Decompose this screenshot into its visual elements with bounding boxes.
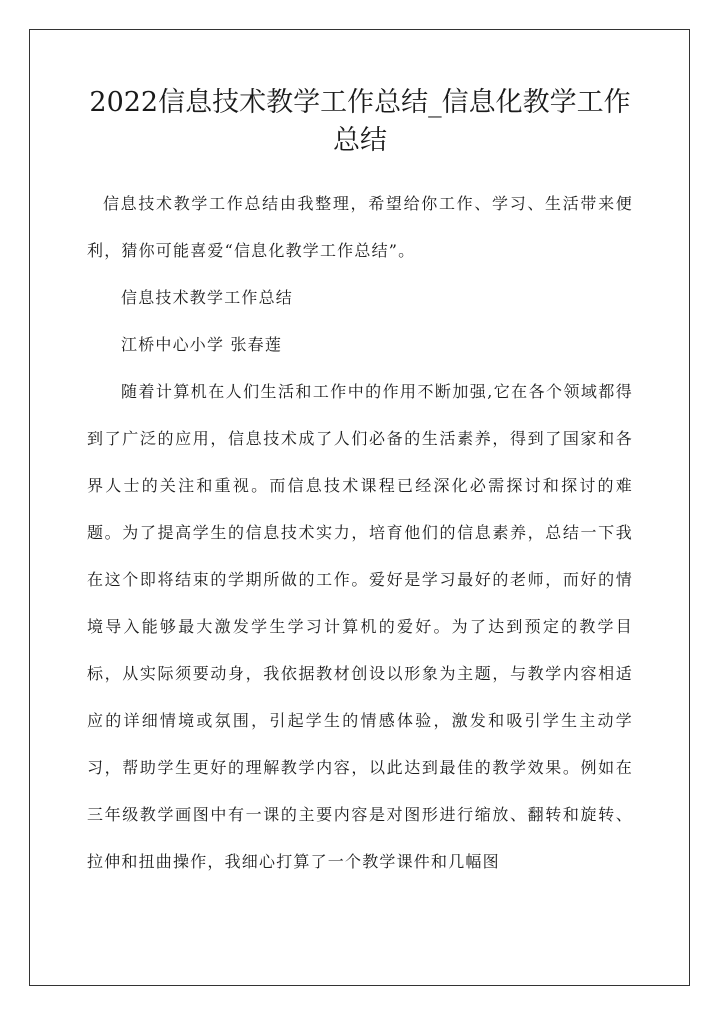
title-line-1: 2022信息技术教学工作总结_信息化教学工作	[89, 87, 631, 118]
body-paragraph: 随着计算机在人们生活和工作中的作用不断加强,它在各个领域都得到了广泛的应用，信息技术成了人们必备的生活素养，得到了国家和各界人士的关注和重视。而信息技术课程已经深化必需探讨和探讨的难题。为了提高学生的信息技术实力，培育他们的信息素养，总结一下我在这个即将结束的学期所做的工作。爱好是学习最好的老师，而好的情境导入能够最大激发学生学习计算机的爱好。为了达到预定的教学目标，从实际须要动身，我依据教材创设以形象为主题，与教学内容相适应的详细情境或氛围，引起学生的情感体验，激发和吸引学生主动学习，帮助学生更好的理解教学内容，以此达到最佳的教学效果。例如在三年级教学画图中有一课的主要内容是对图形进行缩放、翻转和旋转、拉伸和扭曲操作，我细心打算了一个教学课件和几幅图	[87, 382, 633, 871]
document-body	[87, 84, 633, 885]
intro-paragraph: 信息技术教学工作总结由我整理，希望给你工作、学习、生活带来便利，猜你可能喜爱“信息化教学工作总结”。	[87, 194, 633, 260]
subtitle-paragraph: 信息技术教学工作总结	[121, 288, 294, 307]
author-paragraph: 江桥中心小学 张春莲	[121, 335, 283, 354]
document-title	[87, 84, 633, 160]
title-line-2: 总结	[333, 125, 387, 156]
